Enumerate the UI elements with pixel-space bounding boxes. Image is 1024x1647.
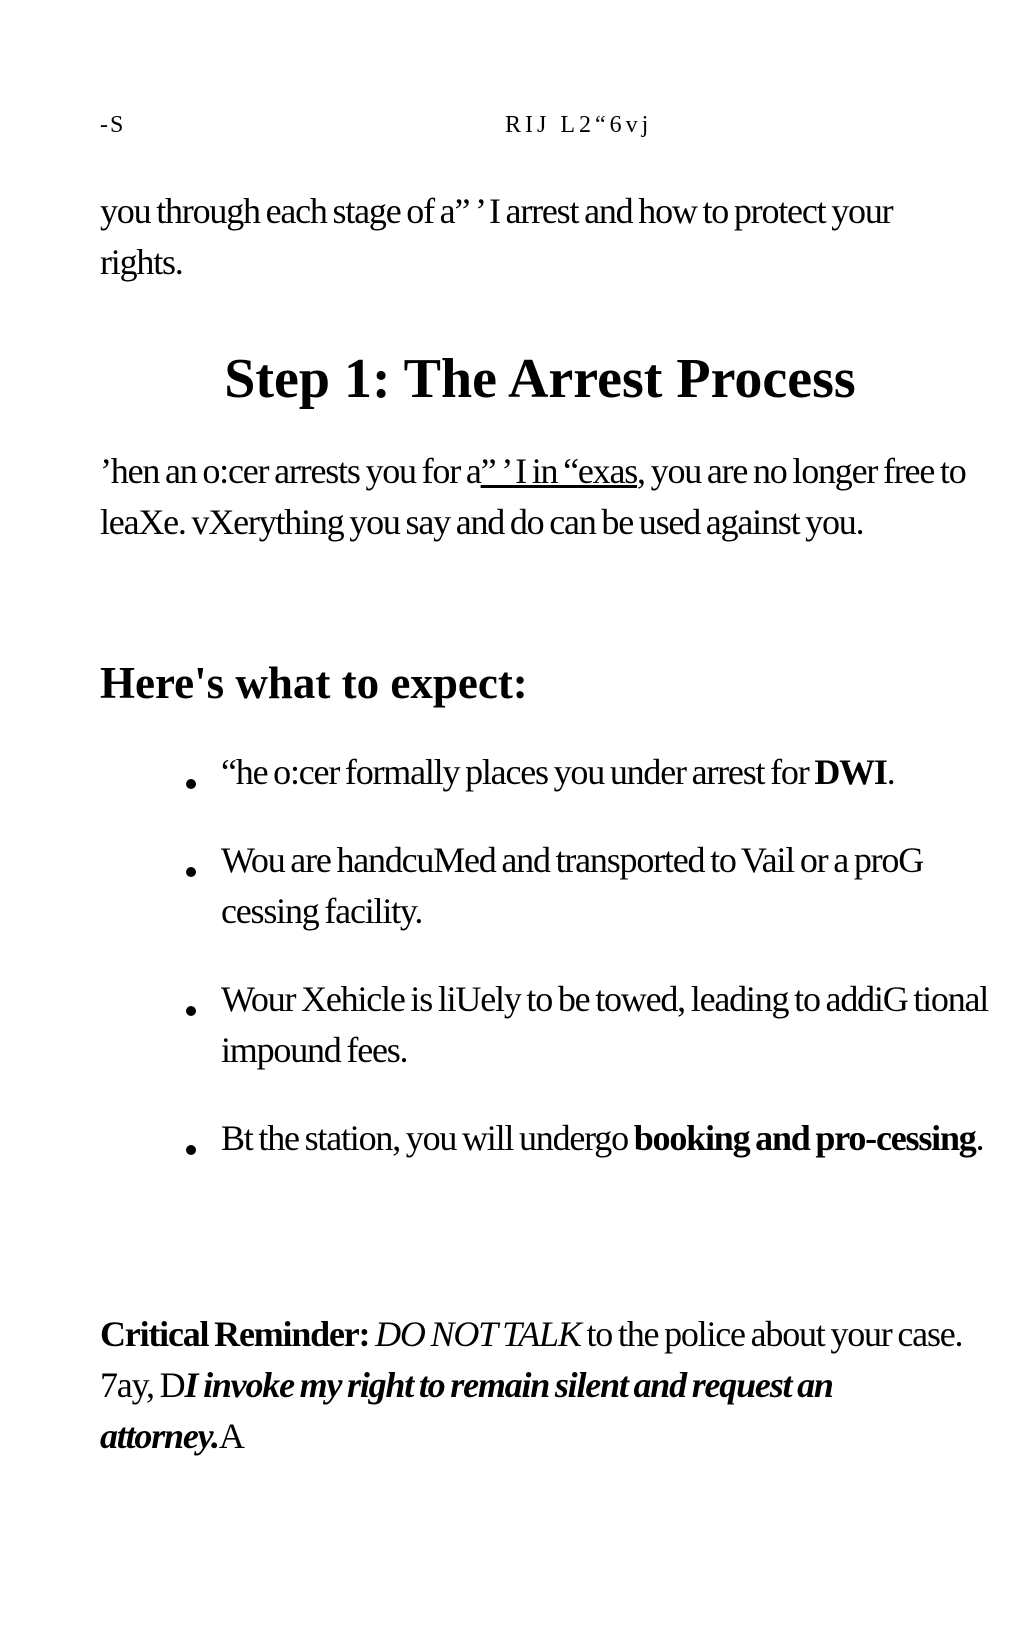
expect-heading: Here's what to expect: bbox=[100, 658, 528, 708]
running-title: RIJ L2“6vj bbox=[505, 112, 653, 138]
arrest-paragraph-end: , you are no longer free to leaXe. vXerything you say and do can be used against you. bbox=[100, 451, 966, 542]
expect-list bbox=[0, 747, 1024, 1201]
list-item-text bbox=[221, 835, 996, 937]
reminder-text: to the police about your case. 7ay, D bbox=[100, 1314, 963, 1405]
page-number: -S bbox=[100, 112, 126, 138]
list-item-text bbox=[221, 974, 996, 1076]
arrest-paragraph-start: ’hen an o:cer arrests you for a bbox=[100, 451, 481, 491]
list-item-text bbox=[221, 1113, 996, 1164]
list-item-text-start: “he o:cer formally places you under arrest for bbox=[221, 752, 815, 792]
list-item-text-start: Wour Xehicle is liUely to be towed, leading to addiG tional impound fees. bbox=[221, 979, 989, 1070]
intro-paragraph: you through each stage of a” ’ I arrest and how to protect your rights. bbox=[100, 191, 893, 282]
bullet-icon bbox=[186, 1145, 196, 1155]
reminder-label: Critical Reminder: bbox=[100, 1314, 370, 1354]
list-item bbox=[0, 747, 1024, 798]
list-item-text bbox=[221, 747, 996, 798]
arrest-paragraph bbox=[100, 446, 980, 548]
list-item-bold: DWI bbox=[814, 752, 887, 792]
list-item bbox=[0, 835, 1024, 937]
running-header bbox=[100, 112, 980, 146]
list-item bbox=[0, 1113, 1024, 1164]
list-item-text-start: Wou are handcuMed and transported to Vail or a proG cessing facility. bbox=[221, 840, 924, 931]
reminder-quote: I invoke my right to remain silent and request an attorney. bbox=[100, 1365, 833, 1456]
bullet-icon bbox=[186, 867, 196, 877]
list-item-text-end: . bbox=[975, 1118, 984, 1158]
list-item-text-end: . bbox=[886, 752, 895, 792]
critical-reminder bbox=[100, 1309, 980, 1462]
reminder-emphasis: DO NOT TALK bbox=[375, 1314, 581, 1354]
bullet-icon bbox=[186, 1006, 196, 1016]
dwi-texas-link[interactable]: ” ’ I in “exas bbox=[480, 451, 638, 491]
section-heading: Step 1: The Arrest Process bbox=[224, 348, 856, 410]
list-item-bold: booking and pro-cessing bbox=[633, 1118, 976, 1158]
list-item-text-start: Bt the station, you will undergo bbox=[221, 1118, 634, 1158]
bullet-icon bbox=[186, 779, 196, 789]
list-item bbox=[0, 974, 1024, 1076]
reminder-end: A bbox=[218, 1416, 244, 1456]
